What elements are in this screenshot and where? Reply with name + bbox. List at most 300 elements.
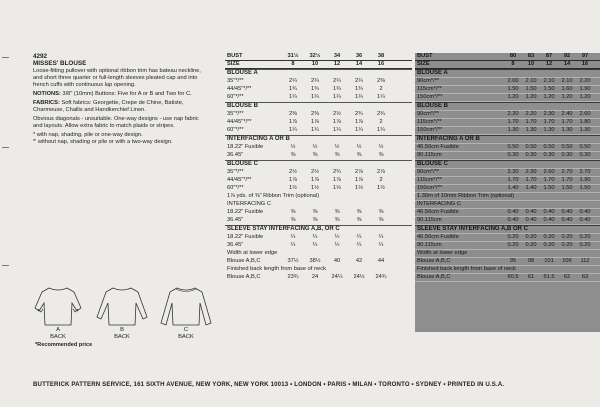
imperial-cell: 1⅞: [311, 177, 319, 183]
imperial-cell: ¼: [312, 242, 318, 248]
imperial-cell: 1¼: [355, 94, 363, 100]
imperial-cell: ⅜: [312, 209, 318, 215]
metric-cell: 0.40: [561, 209, 573, 215]
metric-cell: 0.20: [579, 242, 591, 248]
metric-row-label: 90.115cm: [417, 242, 442, 248]
metric-cell: 97: [581, 53, 589, 59]
metric-cell: 0.20: [507, 234, 519, 240]
imperial-cell: 1⅞: [311, 119, 319, 125]
metric-row-label: 1.30m of 10mm Ribbon Trim (optional): [417, 193, 515, 199]
metric-cell: 2.20: [507, 111, 519, 117]
metric-cell: 1.50: [525, 86, 537, 92]
view-label: BACK: [114, 334, 130, 340]
imperial-row-row: [225, 144, 412, 152]
imperial-cell: 1⅞: [289, 177, 297, 183]
imperial-cell: 1⅞: [355, 119, 363, 125]
imperial-row-label: 44/45"*/**: [227, 119, 252, 125]
metric-cell: 2.40: [561, 111, 573, 117]
imperial-row-row: [225, 152, 412, 160]
imperial-cell: 24¼: [331, 274, 343, 280]
imperial-row-row: [225, 127, 412, 135]
imperial-cell: ⅜: [290, 152, 296, 158]
metric-row-row: [415, 209, 600, 217]
no-nap-note: *' without nap, shading or pile or with a two-way design.: [33, 139, 173, 145]
metric-row-label: 46.56cm Fusible: [417, 209, 459, 215]
imperial-row-row: [225, 234, 412, 242]
metric-row-row: [415, 217, 600, 225]
imperial-cell: 1½: [355, 185, 363, 191]
imperial-cell: ⅜: [356, 217, 362, 223]
imperial-row-row: [225, 94, 412, 102]
metric-yardage-chart: [415, 53, 600, 332]
metric-cell: 0.40: [525, 217, 537, 223]
metric-row-row: [415, 86, 600, 94]
imperial-hdr-row: [225, 61, 412, 69]
imperial-sec-row: [225, 225, 412, 234]
metric-cell: 0.30: [525, 152, 537, 158]
imperial-cell: 36: [355, 53, 363, 59]
metric-cell: 0.20: [543, 234, 555, 240]
metric-sec-row: [415, 160, 600, 169]
imperial-cell: 2: [379, 177, 383, 183]
imperial-cell: ⅜: [312, 152, 318, 158]
metric-row-label: 150cm*/**: [417, 185, 443, 191]
imperial-row-label: SLEEVE STAY INTERFACING A,B, OR C: [227, 226, 340, 232]
imperial-cell: 42: [355, 258, 363, 264]
imperial-row-row: [225, 111, 412, 119]
metric-row-label: SIZE: [417, 61, 430, 67]
imperial-sec-row: [225, 135, 412, 144]
imperial-cell: 1¼: [377, 127, 385, 133]
metric-cell: 2.30: [507, 169, 519, 175]
imperial-cell: 24: [311, 274, 319, 280]
metric-row-label: Blouse A,B,C: [417, 274, 451, 280]
imperial-row-label: BUST: [227, 53, 243, 59]
imperial-cell: 31½: [287, 53, 299, 59]
imperial-cell: ¼: [334, 234, 340, 240]
imperial-row-row: [225, 78, 412, 86]
pattern-number: 4292: [33, 53, 48, 60]
metric-cell: 2.10: [525, 78, 537, 84]
imperial-cell: 1¼: [311, 94, 319, 100]
imperial-cell: ⅜: [378, 209, 384, 215]
imperial-cell: ⅜: [290, 217, 296, 223]
imperial-row-row: [225, 274, 412, 282]
metric-cell: 61.5: [543, 274, 555, 280]
metric-cell: 106: [562, 258, 572, 264]
fabrics-label: FABRICS:: [33, 100, 60, 106]
imperial-row-row: [225, 209, 412, 217]
metric-cell: 2.10: [561, 78, 573, 84]
imperial-cell: ⅜: [334, 152, 340, 158]
imperial-row-label: Blouse A,B,C: [227, 258, 261, 264]
metric-cell: 1.50: [579, 185, 591, 191]
notions-paragraph: [33, 91, 208, 98]
imperial-sec-row: [225, 102, 412, 111]
imperial-cell: 16: [377, 61, 385, 67]
blouse-b-back-drawing: [94, 283, 150, 327]
imperial-cell: 2⅜: [289, 111, 297, 117]
metric-cell: 2.30: [525, 169, 537, 175]
imperial-cell: ¼: [378, 242, 384, 248]
blouse-a-back-drawing: [30, 283, 86, 327]
imperial-cell: 40: [333, 258, 341, 264]
metric-cell: 0.40: [579, 217, 591, 223]
metric-cell: 2.60: [543, 169, 555, 175]
metric-cell: 98: [527, 258, 535, 264]
metric-cell: 83: [527, 53, 535, 59]
metric-sec-row: [415, 102, 600, 111]
metric-cell: 1.70: [525, 177, 537, 183]
imperial-cell: 2⅜: [377, 78, 385, 84]
metric-cell: 1.60: [561, 86, 573, 92]
metric-cell: 1.70: [561, 119, 573, 125]
imperial-row-label: 18.22" Fusible: [227, 234, 264, 240]
metric-cell: 1.20: [507, 94, 519, 100]
imperial-cell: ½: [378, 144, 384, 150]
pattern-description: Loose-fitting pullover with optional ribbon trim has bateau neckline, and short three quarter or full-length sleeves pleated cap and into french cuffs with continuous lap opening.: [33, 68, 201, 88]
metric-row-label: INTERFACING A OR B: [417, 136, 480, 142]
metric-cell: 0.40: [525, 209, 537, 215]
imperial-cell: 1⅞: [333, 119, 341, 125]
metric-cell: 1.20: [579, 94, 591, 100]
metric-row-label: 90cm*/**: [417, 78, 440, 84]
metric-row-row: [415, 177, 600, 185]
metric-row-label: 90cm*/**: [417, 169, 440, 175]
metric-cell: 10: [527, 61, 535, 67]
imperial-cell: ¼: [356, 242, 362, 248]
imperial-cell: ½: [356, 144, 362, 150]
metric-row-label: 115cm*/**: [417, 86, 442, 92]
imperial-row-label: BLOUSE B: [227, 103, 259, 109]
nap-note: * with nap, shading, pile or one-way design.: [33, 132, 143, 138]
metric-cell: 1.90: [579, 177, 591, 183]
metric-cell: 61: [527, 274, 535, 280]
metric-cell: 1.40: [507, 185, 519, 191]
metric-cell: 92: [563, 53, 571, 59]
imperial-cell: 1¾: [355, 86, 363, 92]
imperial-cell: 2¾: [333, 169, 341, 175]
metric-cell: 0.40: [579, 209, 591, 215]
imperial-row-row: [225, 169, 412, 177]
metric-row-row: [415, 169, 600, 177]
imperial-cell: ¼: [378, 234, 384, 240]
imperial-row-row: [225, 177, 412, 185]
recommended-price-note: *Recommended price: [35, 342, 93, 348]
imperial-cell: ⅜: [334, 217, 340, 223]
edge-mark: [2, 265, 9, 266]
imperial-cell: 2¼: [355, 78, 363, 84]
imperial-row-label: 36.45": [227, 152, 244, 158]
imperial-cell: 2¾: [355, 111, 363, 117]
metric-row-row: [415, 258, 600, 266]
metric-cell: 0.50: [543, 144, 555, 150]
metric-row-label: 46.56cm Fusible: [417, 144, 459, 150]
view-b-back: [92, 283, 152, 341]
metric-cell: 1.50: [561, 185, 573, 191]
metric-cell: 112: [580, 258, 590, 264]
view-label: BACK: [178, 334, 194, 340]
metric-cell: 16: [581, 61, 589, 67]
metric-cell: 0.50: [579, 144, 591, 150]
metric-row-label: Blouse A,B,C: [417, 258, 451, 264]
imperial-row-row: [225, 119, 412, 127]
imperial-cell: ⅜: [334, 209, 340, 215]
metric-cell: 1.50: [543, 185, 555, 191]
metric-row-label: BLOUSE A: [417, 70, 448, 76]
metric-row-row: [415, 94, 600, 102]
metric-row-row: [415, 234, 600, 242]
imperial-cell: 32½: [309, 53, 321, 59]
metric-cell: 0.40: [561, 217, 573, 223]
metric-row-label: 90cm*/**: [417, 111, 440, 117]
edge-mark: [2, 57, 9, 58]
imperial-cell: 1¾: [289, 86, 297, 92]
imperial-cell: 1¼: [355, 127, 363, 133]
metric-cell: 1.90: [579, 86, 591, 92]
metric-cell: 60.5: [507, 274, 519, 280]
view-label: BACK: [50, 334, 66, 340]
imperial-cell: ⅜: [290, 209, 296, 215]
view-a-back: [28, 283, 88, 341]
metric-cell: 1.70: [543, 119, 555, 125]
imperial-cell: 2¼: [333, 78, 341, 84]
metric-cell: 0.50: [507, 144, 519, 150]
imperial-cell: 1¼: [377, 94, 385, 100]
imperial-cell: 24¾: [375, 274, 387, 280]
imperial-cell: ¼: [290, 234, 296, 240]
imperial-row-label: Blouse A,B,C: [227, 274, 261, 280]
imperial-cell: ⅜: [356, 209, 362, 215]
metric-row-label: Finished back length from base of neck: [417, 266, 516, 272]
imperial-cell: 1¼: [289, 127, 297, 133]
imperial-cell: ⅜: [378, 217, 384, 223]
imperial-row-row: [225, 217, 412, 225]
imperial-row-label: 18.22" Fusible: [227, 144, 264, 150]
metric-sec-row: [415, 69, 600, 78]
imperial-row-label: Width at lower edge: [227, 250, 278, 256]
metric-cell: 0.20: [525, 234, 537, 240]
metric-row-label: 90.115cm: [417, 217, 442, 223]
imperial-row-label: 35"*/**: [227, 78, 244, 84]
imperial-hdr-row: [225, 53, 412, 61]
metric-cell: 2.20: [525, 111, 537, 117]
metric-cell: 1.20: [561, 94, 573, 100]
imperial-cell: 2¾: [377, 111, 385, 117]
metric-cell: 0.50: [525, 144, 537, 150]
publisher-footer: BUTTERICK PATTERN SERVICE, 161 SIXTH AVENUE, NEW YORK, NEW YORK 10013 • LONDON • PARIS • MILAN • TORONTO • SYDNEY • PRINTED IN U.S.A.: [33, 381, 505, 388]
imperial-cell: 23¾: [287, 274, 299, 280]
metric-row-row: [415, 152, 600, 160]
imperial-cell: ⅜: [356, 152, 362, 158]
metric-row-label: BUST: [417, 53, 433, 59]
imperial-cell: 2½: [333, 111, 341, 117]
metric-cell: 0.30: [543, 152, 555, 158]
imperial-row-label: 35"*/**: [227, 111, 244, 117]
metric-cell: 2.60: [579, 111, 591, 117]
metric-cell: 2.70: [561, 169, 573, 175]
imperial-sub-row: [225, 250, 412, 258]
metric-row-label: BLOUSE C: [417, 161, 449, 167]
metric-cell: 0.30: [507, 152, 519, 158]
metric-cell: 1.30: [561, 127, 573, 133]
imperial-cell: 1⅞: [355, 177, 363, 183]
imperial-row-row: [225, 185, 412, 193]
imperial-cell: 1⅞: [333, 177, 341, 183]
imperial-cell: 37½: [287, 258, 299, 264]
metric-cell: 0.40: [543, 209, 555, 215]
metric-cell: 1.70: [561, 177, 573, 183]
metric-cell: 87: [545, 53, 553, 59]
metric-row-label: Width at lower edge: [417, 250, 468, 256]
imperial-row-label: SIZE: [227, 61, 240, 67]
metric-row-label: BLOUSE B: [417, 103, 449, 109]
imperial-sec-row: [225, 69, 412, 78]
edge-mark: [2, 147, 9, 148]
view-letter: A: [56, 327, 60, 333]
imperial-cell: 1½: [289, 185, 297, 191]
metric-sec-row: [415, 135, 600, 144]
metric-hdr-row: [415, 53, 600, 61]
metric-cell: 1.50: [507, 86, 519, 92]
fabrics-text: Soft fabrics: Georgette, Crepe de Chine, Batiste, Charmeuse, Challis and Handkerchief Linen.: [33, 100, 184, 113]
imperial-cell: 12: [333, 61, 341, 67]
metric-cell: 1.30: [507, 127, 519, 133]
imperial-cell: 1½: [377, 185, 385, 191]
imperial-cell: ½: [312, 144, 318, 150]
metric-cell: 1.20: [525, 94, 537, 100]
metric-row-row: [415, 242, 600, 250]
pattern-description-block: [33, 53, 208, 146]
imperial-cell: ½: [334, 144, 340, 150]
imperial-cell: 2½: [289, 169, 297, 175]
metric-row-row: [415, 111, 600, 119]
metric-cell: 63: [581, 274, 589, 280]
imperial-cell: 38½: [309, 258, 321, 264]
metric-cell: 0.20: [579, 234, 591, 240]
metric-cell: 0.20: [543, 242, 555, 248]
imperial-cell: 1¼: [333, 94, 341, 100]
view-c-back: [156, 283, 216, 341]
metric-cell: 1.30: [543, 127, 555, 133]
imperial-row-label: 36.45": [227, 217, 244, 223]
metric-row-label: 115cm*/**: [417, 177, 442, 183]
metric-row-row: [415, 78, 600, 86]
diagonals-note: Obvious diagonals - unsuitable. One-way designs - use nap fabric and layouts. Allow extra fabric to match plaids or stripes.: [33, 116, 199, 129]
metric-cell: 0.20: [561, 242, 573, 248]
metric-row-label: INTERFACING C: [417, 201, 461, 207]
metric-cell: 0.20: [507, 242, 519, 248]
imperial-sub-row: [225, 266, 412, 274]
metric-cell: 2.20: [579, 78, 591, 84]
imperial-row-label: BLOUSE C: [227, 161, 259, 167]
imperial-cell: ¼: [312, 234, 318, 240]
metric-row-row: [415, 144, 600, 152]
imperial-row-label: Finished back length from base of neck: [227, 266, 326, 272]
metric-cell: 0.20: [525, 242, 537, 248]
metric-cell: 0.30: [561, 152, 573, 158]
imperial-row-label: 44/45"*/**: [227, 177, 252, 183]
blouse-c-back-drawing: [158, 283, 214, 327]
metric-cell: 95: [509, 258, 517, 264]
metric-row-label: 115cm*/**: [417, 119, 442, 125]
imperial-cell: 1¼: [333, 127, 341, 133]
metric-row-label: 150cm*/**: [417, 127, 443, 133]
imperial-cell: ¼: [290, 242, 296, 248]
metric-cell: 1.70: [507, 119, 519, 125]
metric-sub-row: [415, 201, 600, 209]
metric-sub-row: [415, 250, 600, 258]
imperial-yardage-chart: [225, 53, 412, 282]
metric-cell: 1.70: [507, 177, 519, 183]
metric-cell: 80: [509, 53, 517, 59]
imperial-row-label: 36.45": [227, 242, 244, 248]
metric-cell: 0.40: [507, 209, 519, 215]
imperial-row-label: 60"*/**: [227, 185, 244, 191]
imperial-cell: 2½: [311, 169, 319, 175]
imperial-cell: 1½: [311, 185, 319, 191]
imperial-cell: ⅜: [378, 152, 384, 158]
metric-cell: 0.50: [561, 144, 573, 150]
imperial-cell: 1¼: [289, 94, 297, 100]
metric-cell: 1.40: [525, 185, 537, 191]
metric-row-label: SLEEVE STAY INTERFACING A,B OR C: [417, 226, 529, 232]
metric-cell: 14: [563, 61, 571, 67]
imperial-cell: 38: [377, 53, 385, 59]
metric-row-row: [415, 127, 600, 135]
imperial-row-label: 18.22" Fusible: [227, 209, 264, 215]
metric-cell: 0.20: [561, 234, 573, 240]
imperial-cell: 2⅞: [355, 169, 363, 175]
fabrics-paragraph: [33, 100, 208, 114]
metric-sub-row: [415, 266, 600, 274]
metric-hdr-row: [415, 61, 600, 69]
imperial-cell: ⅜: [312, 217, 318, 223]
imperial-sub-row: [225, 201, 412, 209]
imperial-row-label: 60"*/**: [227, 94, 244, 100]
imperial-cell: 1¼: [311, 127, 319, 133]
metric-cell: 2.10: [543, 78, 555, 84]
metric-row-row: [415, 119, 600, 127]
metric-sub-row: [415, 193, 600, 201]
metric-row-label: 150cm*/**: [417, 94, 443, 100]
imperial-cell: 2¼: [289, 78, 297, 84]
imperial-row-label: INTERFACING C: [227, 201, 271, 207]
notions-text: 3/8" (10mm) Buttons: Five for A or B and Two for C.: [62, 91, 192, 97]
imperial-row-row: [225, 86, 412, 94]
metric-cell: 62: [563, 274, 571, 280]
metric-cell: 1.30: [579, 127, 591, 133]
metric-cell: 1.70: [543, 177, 555, 183]
imperial-row-label: 60"*/**: [227, 127, 244, 133]
metric-row-label: 90.115cm: [417, 152, 442, 158]
metric-row-row: [415, 185, 600, 193]
metric-cell: 1.30: [525, 127, 537, 133]
imperial-cell: ¼: [334, 242, 340, 248]
metric-cell: 2.00: [507, 78, 519, 84]
imperial-cell: 2: [379, 86, 383, 92]
metric-cell: 1.20: [543, 94, 555, 100]
imperial-cell: 44: [377, 258, 385, 264]
imperial-cell: 8: [291, 61, 295, 67]
imperial-row-label: INTERFACING A OR B: [227, 136, 290, 142]
imperial-cell: 14: [355, 61, 363, 67]
imperial-row-label: BLOUSE A: [227, 70, 258, 76]
metric-sec-row: [415, 225, 600, 234]
metric-cell: 1.50: [543, 86, 555, 92]
metric-cell: 12: [545, 61, 553, 67]
metric-cell: 0.40: [507, 217, 519, 223]
